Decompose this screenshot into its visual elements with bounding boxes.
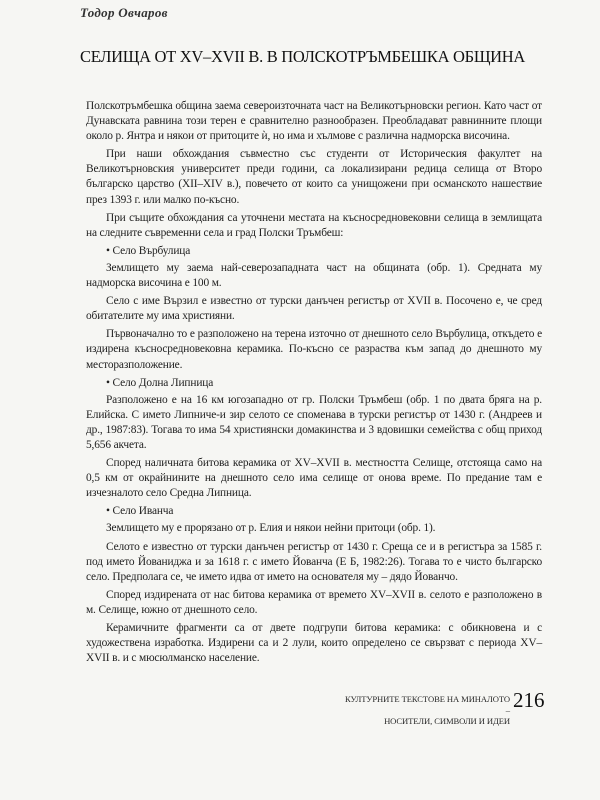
paragraph: Разположено е на 16 км югозападно от гр. Полски Тръмбеш (обр. 1 по двата бряга на р. Елийска. С името Липниче-и зир селото се споменава в турски регистър от 1430 г. (Андреев и др., 1987:83). Тогава то има 54 християнски домакинства и 3 вдовишки семейства с общ приход 5,656 акчета. xyxy=(86,393,542,451)
running-head-author: Тодор Овчаров xyxy=(80,5,168,20)
paragraph: Полскотръмбешка община заема североизточната част на Великотърновски регион. Като част от Дунавската равнина този терен е сравнително разнообразен. Преобладават равнинните площи около р. Янтра и някои от притоците ѝ, но има и хълмове с различна надморска височина. xyxy=(86,100,542,143)
chapter-title: СЕЛИЩА ОТ XV–XVII В. В ПОЛСКОТРЪМБЕШКА ОБЩИНА xyxy=(80,47,526,66)
page-number: 216 xyxy=(513,688,545,712)
paragraph: Керамичните фрагменти са от двете подгрупи битова керамика: с обикновена и с художествена изработка. Издирени са и 2 лули, които определено се свързват с периода XV–XVII в. и с мюсюлманско население. xyxy=(86,622,542,665)
village-heading-varbulitsa: • Село Върбулица xyxy=(106,244,191,257)
paragraph: Село с име Вързил е известно от турски данъчен регистър от XVII в. Посочено е, че сред обитателите му има християни. xyxy=(86,295,542,323)
village-heading-dolna-lipnitsa: • Село Долна Липница xyxy=(106,376,214,389)
body-text xyxy=(86,99,542,669)
paragraph: Селото е известно от турски данъчен регистър от 1430 г. Среща се и в регистъра за 1585 г. под името Йованиджа и за 1618 г. с името Йованча (Е Б, 1982:26). Тогава то е чисто българско село. Предполага се, че името идва от името на основателя му – дядо Йованчо. xyxy=(86,540,542,583)
paragraph: При същите обхождания са уточнени местата на късносредновековни селища в землищата на следните съвременни села и град Полски Тръмбеш: xyxy=(86,211,542,239)
footer-caption-line: НОСИТЕЛИ, СИМВОЛИ И ИДЕИ xyxy=(384,716,510,726)
footer-caption xyxy=(342,694,510,727)
village-heading-ivancha: • Село Иванча xyxy=(106,505,174,518)
paragraph: Първоначално то е разположено на терена източно от днешното село Върбулица, откъдето е издирена късносредновековна керамика. По-късно се разраства към запад до днешното му месторазположение. xyxy=(86,328,542,371)
paragraph: Според наличната битова керамика от XV–XVII в. местността Селище, отстояща само на 0,5 км от окрайнините на днешното село има селище от онова време. По предание там е изчезналото село Средна Липница. xyxy=(86,457,542,500)
paragraph: Землището му е прорязано от р. Елия и някои нейни притоци (обр. 1). xyxy=(106,522,436,535)
paragraph: Според издирената от нас битова керамика от времето XV–XVII в. селото е разположено в м. Селище, южно от днешното село. xyxy=(86,588,542,616)
paragraph: При наши обхождания съвместно със студенти от Историческия факултет на Великотърновския университет преди години, са локализирани редица селища от Второ българско царство (XII–XIV в.), повечето от които са унищожени при османското нашествие през 1393 г. или малко по-късно. xyxy=(86,148,542,206)
paragraph: Землището му заема най-северозападната част на общината (обр. 1). Средната му надморска височина е 100 м. xyxy=(86,261,542,290)
footer-caption-line: КУЛТУРНИТЕ ТЕКСТОВЕ НА МИНАЛОТО – xyxy=(345,694,510,715)
